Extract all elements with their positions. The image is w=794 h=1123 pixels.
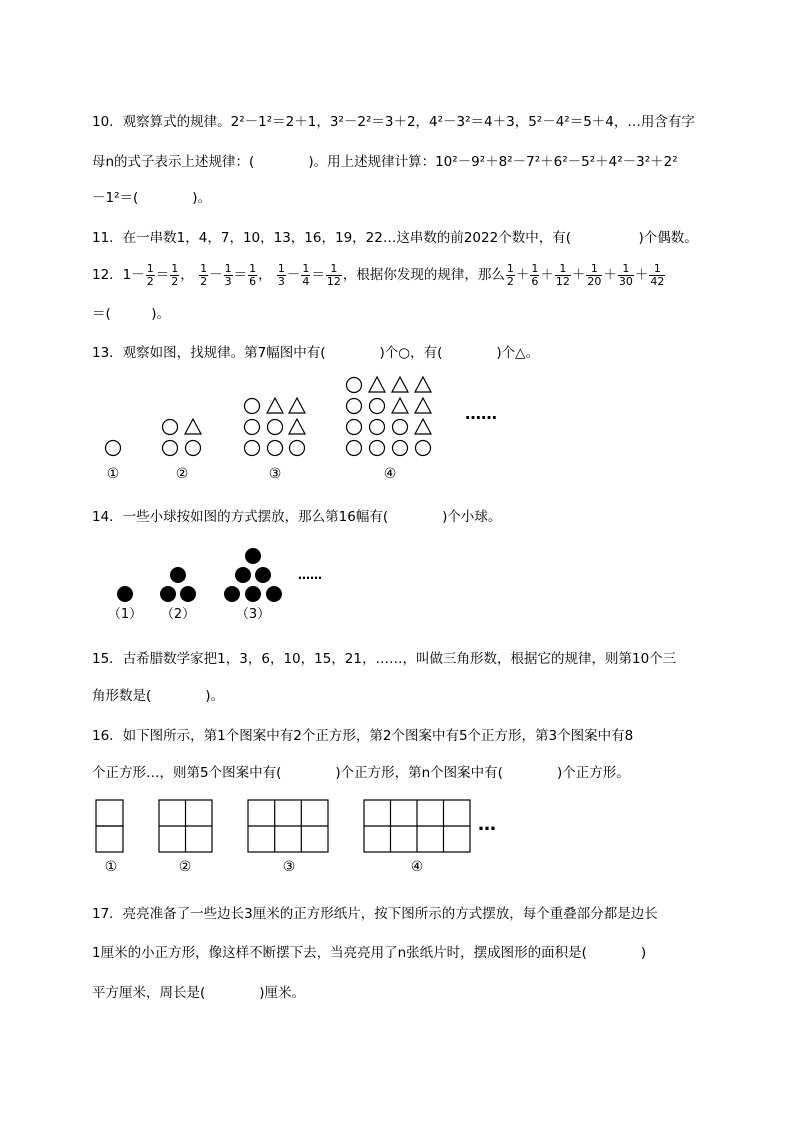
square-shape	[96, 826, 123, 852]
q12-fraction: $\frac{1}{2}$	[146, 261, 154, 288]
q13-label-4: ④	[383, 466, 397, 482]
q12-prefix: 12．1－	[92, 267, 145, 283]
q15-line-2: 角形数是( )。	[92, 688, 225, 704]
q15-line-1: 15．古希腊数学家把1，3，6，10，15，21，……，叫做三角形数，根据它的规律，则第10个三	[92, 651, 677, 667]
q14-label-1: （1）	[107, 607, 143, 622]
q12-line-1: 12．1－ $\frac{1}{2}$ ＝ $\frac{1}{2}$ ， $\frac{1}{2}$ － $\frac{1}{3}$ ＝ $\frac{1}{6}$ ， $\frac{1}{3}$ － $\frac{1}{4}$ ＝ $\frac{1}{12}$ ，根据你发现的规律，那么 $\frac{1}{2}$ ＋ $\frac{1}{6}$ ＋ $\frac{1}{12}$ ＋ $\frac{1}{20}$ ＋ $\frac{1}{30}$ ＋ $\frac{1}{42}$	[92, 261, 665, 288]
q16-label-4: ④	[410, 859, 424, 875]
q12-fraction: $\frac{1}{30}$	[618, 261, 633, 288]
q12-fraction: $\frac{1}{2}$	[200, 261, 208, 288]
q12-fraction: $\frac{1}{2}$	[506, 261, 514, 288]
q14-ellipsis: ……	[298, 568, 322, 582]
q12-fraction: $\frac{1}{2}$	[171, 261, 179, 288]
q14-label-3: （3）	[235, 607, 271, 622]
q16-label-1: ①	[104, 859, 118, 875]
q12-line-2: ＝( )。	[92, 306, 171, 322]
q16-label-2: ②	[178, 859, 192, 875]
q17-line-2: 1厘米的小正方形，像这样不断摆下去，当亮亮用了n张纸片时，摆成图形的面积是( )	[92, 945, 647, 961]
q12-fraction: $\frac{1}{20}$	[587, 261, 602, 288]
square-shape	[96, 800, 123, 826]
q12-fraction: $\frac{1}{42}$	[650, 261, 665, 288]
q17-line-3: 平方厘米，周长是( )厘米。	[92, 985, 306, 1001]
q12-fraction: $\frac{1}{6}$	[531, 261, 539, 288]
q10-line-2: 母n的式子表示上述规律：( )。用上述规律计算：10²－9²＋8²－7²＋6²－5²＋4²－3²＋2²	[92, 154, 678, 170]
q13-line-1: 13．观察如图，找规律。第7幅图中有( )个○，有( )个△。	[92, 345, 539, 361]
q16-line-1: 16．如下图所示，第1个图案中有2个正方形，第2个图案中有5个正方形，第3个图案中有8	[92, 728, 634, 744]
q12-fraction: $\frac{1}{6}$	[249, 261, 257, 288]
q14-line-1: 14．一些小球按如图的方式摆放，那么第16幅有( )个小球。	[92, 509, 502, 525]
q17-line-1: 17．亮亮准备了一些边长3厘米的正方形纸片，按下图所示的方式摆放，每个重叠部分都是边长	[92, 906, 658, 922]
q13-label-2: ②	[175, 466, 189, 482]
q12-fraction: $\frac{1}{3}$	[277, 261, 285, 288]
q14-label-2: （2）	[160, 607, 196, 622]
q13-label-3: ③	[268, 466, 282, 482]
q13-label-1: ①	[106, 466, 120, 482]
q11-line-1: 11．在一串数1，4，7，10，13，16，19，22…这串数的前2022个数中，有( )个偶数。	[92, 230, 698, 246]
q10-line-1: 10．观察算式的规律。2²－1²＝2＋1，3²－2²＝3＋2，4²－3²＝4＋3，5²－4²＝5＋4，…用含有字	[92, 114, 695, 130]
q16-label-3: ③	[282, 859, 296, 875]
q12-fraction: $\frac{1}{12}$	[326, 261, 341, 288]
q10-line-3: －1²＝( )。	[92, 190, 212, 206]
q16-line-2: 个正方形…，则第5个图案中有( )个正方形，第n个图案中有( )个正方形。	[92, 765, 630, 781]
q12-fraction: $\frac{1}{12}$	[555, 261, 570, 288]
q12-fraction: $\frac{1}{4}$	[302, 261, 310, 288]
q13-ellipsis: ……	[465, 404, 497, 423]
q12-fraction: $\frac{1}{3}$	[224, 261, 232, 288]
q16-ellipsis: …	[478, 814, 496, 835]
